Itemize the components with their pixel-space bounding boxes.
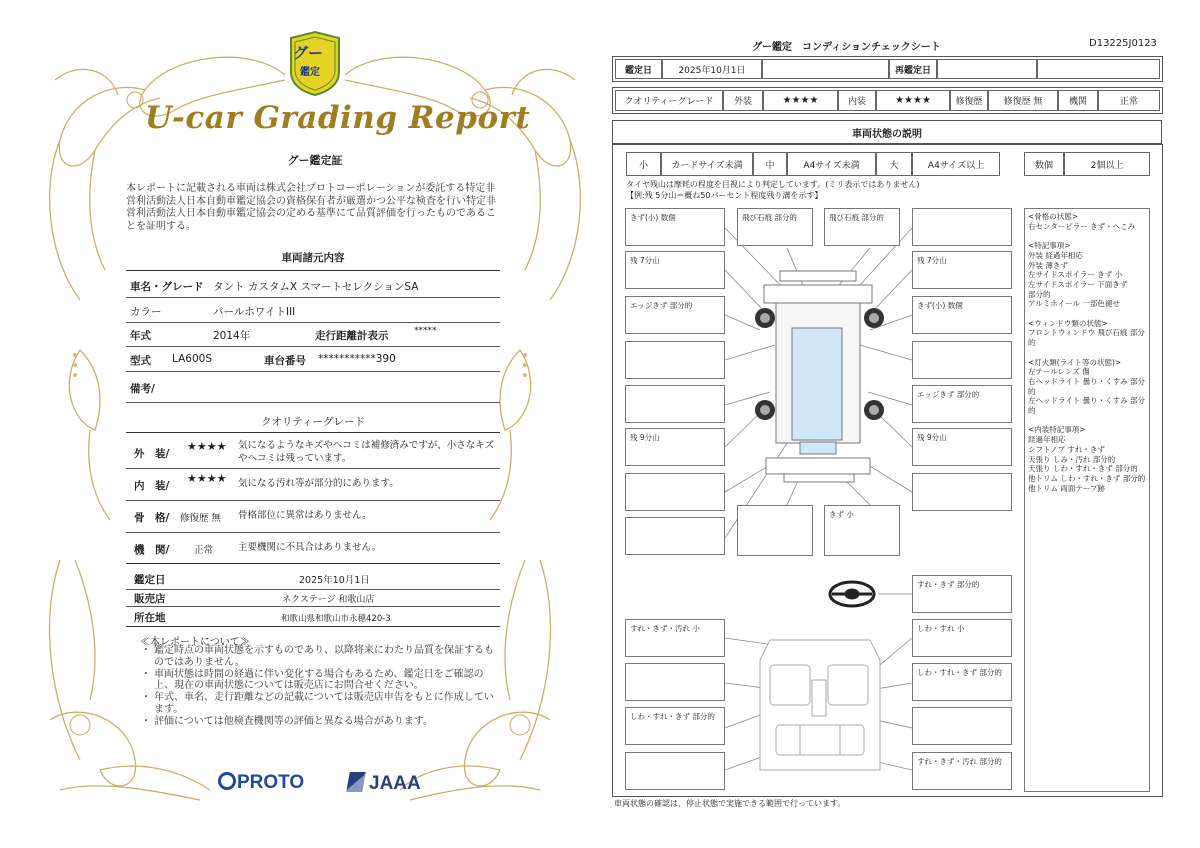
date-value: 2025年10月1日 bbox=[662, 59, 762, 79]
condition-box: きず 小 bbox=[824, 505, 900, 556]
frame-description: 骨格部位に異常はありません。 bbox=[238, 510, 372, 521]
notes-group-title: <ウィンドウ類の状態> bbox=[1028, 318, 1108, 328]
count-value: 2個以上 bbox=[1064, 152, 1150, 176]
exterior-label: 外装 bbox=[723, 90, 763, 111]
interior-condition-box: すれ・きず・汚れ 小 bbox=[625, 619, 725, 657]
about-item: ・ 鑑定時点の車両状態を示すものであり、以降将来にわたり品質を保証するものではありません。 bbox=[144, 645, 496, 669]
notes-line: 他トリム しわ・すれ・きず 部分的 bbox=[1028, 473, 1146, 483]
interior-condition-box: すれ・きず・汚れ 部分的 bbox=[912, 752, 1012, 790]
model-value: LA600S bbox=[172, 353, 212, 365]
jaaa-logo-text: JAAA bbox=[369, 773, 421, 794]
car-interior-icon bbox=[760, 640, 880, 770]
notes-line: 外装 薄きず bbox=[1028, 260, 1068, 270]
condition-box: エッジきず 部分的 bbox=[912, 385, 1012, 423]
notes-line: 部分的 bbox=[1028, 289, 1051, 299]
notes-line: 天張り しみ・汚れ 部分的 bbox=[1028, 454, 1116, 464]
condition-box bbox=[625, 341, 725, 379]
about-item: ・ 車両状態は時間の経過に伴い変化する場合もあるため、鑑定日をご確認の上、現在の車両状態については販売店にお問合せください。 bbox=[144, 669, 496, 693]
chassis-label: 車台番号 bbox=[264, 355, 306, 367]
color-label: カラー bbox=[130, 306, 162, 318]
size-medium-value: A4サイズ未満 bbox=[787, 152, 876, 176]
date-label: 鑑定日 bbox=[615, 59, 662, 79]
quality-heading: クオリティーグレード bbox=[261, 416, 365, 428]
remarks-label: 備考/ bbox=[130, 383, 155, 395]
interior-description: 気になる汚れ等が部分的にあります。 bbox=[238, 478, 399, 489]
condition-box: きず(小) 数個 bbox=[625, 208, 725, 246]
interior-condition-box: しわ・すれ 小 bbox=[912, 619, 1012, 657]
interior-condition-box bbox=[625, 663, 725, 701]
notes-group-title: <内装特記事項> bbox=[1028, 425, 1086, 435]
interior-label: 内装 bbox=[838, 90, 876, 111]
condition-box bbox=[625, 517, 725, 555]
engine-label: 機 関/ bbox=[134, 544, 170, 556]
badge-line2: 鑑定 bbox=[300, 67, 320, 78]
report-title: U-car Grading Report bbox=[145, 100, 531, 136]
notes-line: 外装 経過年相応 bbox=[1028, 250, 1083, 260]
proto-logo-text: PROTO bbox=[237, 772, 305, 793]
notes-group-title: <骨格の状態> bbox=[1028, 212, 1079, 221]
condition-box: 残 9分山 bbox=[912, 428, 1012, 466]
condition-box: 残 7分山 bbox=[912, 251, 1012, 289]
condition-box: 飛び石痕 部分的 bbox=[824, 208, 900, 246]
notes-group bbox=[1028, 241, 1146, 309]
interior-label: 内 装/ bbox=[134, 480, 170, 492]
condition-box: エッジきず 部分的 bbox=[625, 296, 725, 334]
condition-box bbox=[912, 341, 1012, 379]
notes-line: シフトノブ すれ・きず bbox=[1028, 444, 1105, 454]
quality-grade-label: クオリティーグレード bbox=[615, 90, 723, 111]
condition-box: きず(小) 数個 bbox=[912, 296, 1012, 334]
notes-group bbox=[1028, 425, 1146, 493]
notes-line: 他トリム 両面テープ跡 bbox=[1028, 483, 1106, 493]
certificate-title: グー鑑定証 bbox=[287, 154, 343, 167]
notes-line: 右センターピラー きず・へこみ bbox=[1028, 221, 1136, 231]
interior-condition-box: しわ・すれ・きず 部分的 bbox=[912, 663, 1012, 701]
size-medium-label: 中 bbox=[753, 152, 787, 176]
mileage-label: 走行距離計表示 bbox=[315, 330, 389, 342]
frame-label: 骨 格/ bbox=[134, 512, 170, 524]
shop-value: ネクステージ 和歌山店 bbox=[282, 595, 375, 605]
color-value: パールホワイトIII bbox=[213, 306, 296, 318]
notes-group bbox=[1028, 319, 1146, 348]
engine-value: 正常 bbox=[1098, 90, 1160, 111]
condition-box: 飛び石痕 部分的 bbox=[737, 208, 813, 246]
car-name-value: タント カスタムX スマートセレクションSA bbox=[213, 281, 419, 293]
size-small-value: カードサイズ未満 bbox=[661, 152, 753, 176]
condition-box bbox=[625, 385, 725, 423]
condition-box bbox=[737, 505, 813, 556]
notes-line: 左ヘッドライト 曇り・くすみ 部分的 bbox=[1028, 396, 1146, 416]
interior-stars: ★★★★ bbox=[187, 472, 227, 485]
notes-line: フロントウィンドウ 飛び石痕 部分的 bbox=[1028, 328, 1145, 348]
car-name-label: 車名・グレード bbox=[130, 281, 204, 293]
interior-condition-box bbox=[912, 707, 1012, 745]
address-value: 和歌山県和歌山市永穂420-3 bbox=[281, 614, 391, 624]
condition-box: 残 9分山 bbox=[625, 428, 725, 466]
notes-line: 左サイドスポイラー 下面きず bbox=[1028, 279, 1128, 289]
footer-note: 車両状態の確認は、停止状態で実施できる範囲で行っています。 bbox=[614, 799, 846, 808]
notes-group bbox=[1028, 358, 1146, 416]
notes-line: 左テールレンズ 傷 bbox=[1028, 367, 1090, 377]
about-item: ・ 年式、車名、走行距離などの記載については販売店申告をもとに作成しています。 bbox=[144, 692, 496, 716]
repair-value: 修復歴 無 bbox=[988, 90, 1058, 111]
notes-line: 右ヘッドライト 曇り・くすみ 部分的 bbox=[1028, 376, 1146, 396]
address-label: 所在地 bbox=[134, 612, 166, 624]
shop-label: 販売店 bbox=[134, 593, 166, 605]
about-report-title: ≪本レポートについて≫ bbox=[140, 637, 250, 648]
condition-box bbox=[912, 208, 1012, 246]
specs-heading: 車両諸元内容 bbox=[281, 252, 345, 264]
year-label: 年式 bbox=[130, 330, 151, 342]
size-large-label: 大 bbox=[876, 152, 912, 176]
size-small-label: 小 bbox=[626, 152, 661, 176]
certificate-text: 本レポートに記載される車両は株式会社プロトコーポレーションが委託する特定非営利活動法人日本自動車鑑定協会の資格保有者が厳選かつ公平な検査を行い特定非営利活動法人日本自動車鑑定協会の定める基準にて品質評価を行ったものであることを証明する。 bbox=[126, 183, 496, 232]
appraisal-date-value: 2025年10月1日 bbox=[299, 575, 370, 586]
tire-note-line: タイヤ残山は摩耗の程度を目視により判定しています。(ミリ表示ではありません) bbox=[626, 180, 920, 189]
exterior-stars: ★★★★ bbox=[763, 90, 838, 111]
interior-stars: ★★★★ bbox=[876, 90, 950, 111]
notes-group-title: <特記事項> bbox=[1028, 241, 1071, 251]
sheet-id: D13225J0123 bbox=[1089, 38, 1157, 49]
engine-value: 正常 bbox=[194, 545, 214, 556]
year-value: 2014年 bbox=[213, 330, 251, 342]
chassis-value: ***********390 bbox=[318, 353, 396, 365]
engine-description: 主要機関に不具合はありません。 bbox=[238, 542, 382, 553]
size-large-value: A4サイズ以上 bbox=[912, 152, 1000, 176]
notes-line: 経過年相応 bbox=[1028, 435, 1066, 445]
exterior-stars: ★★★★ bbox=[187, 440, 227, 453]
interior-condition-box: しわ・すれ・きず 部分的 bbox=[625, 707, 725, 745]
condition-box bbox=[912, 473, 1012, 511]
badge-line1: グー bbox=[293, 44, 324, 62]
about-item: ・ 評価については他検査機関等の評価と異なる場合があります。 bbox=[144, 716, 496, 728]
condition-box: 残 7分山 bbox=[625, 251, 725, 289]
notes-line: 天張り しわ・すれ・きず 部分的 bbox=[1028, 464, 1138, 474]
exterior-label: 外 装/ bbox=[134, 448, 170, 460]
car-top-view-icon bbox=[764, 271, 872, 482]
repair-label: 修復歴 bbox=[950, 90, 988, 111]
reappraisal-label: 再鑑定日 bbox=[889, 59, 937, 79]
steering-wheel-icon bbox=[830, 582, 874, 606]
exterior-description: 気になるようなキズやヘコミは補修済みですが、小さなキズやヘコミは残っています。 bbox=[238, 440, 495, 464]
condition-box bbox=[625, 473, 725, 511]
notes-group bbox=[1028, 212, 1146, 231]
interior-condition-box: すれ・きず 部分的 bbox=[912, 575, 1012, 613]
appraisal-date-label: 鑑定日 bbox=[134, 574, 166, 586]
tire-note-line: 【例:残 5分山＝概ね50パーセント程度残り溝を示す】 bbox=[626, 190, 823, 200]
mileage-value: ***** bbox=[414, 326, 437, 336]
condition-section-title: 車両状態の説明 bbox=[612, 120, 1162, 144]
interior-condition-box bbox=[625, 752, 725, 790]
frame-value: 修復歴 無 bbox=[180, 513, 222, 524]
engine-label: 機関 bbox=[1058, 90, 1098, 111]
model-label: 型式 bbox=[130, 355, 151, 367]
notes-group-title: <灯火類(ライト等の状態)> bbox=[1028, 357, 1122, 367]
sheet-title: グー鑑定 コンディションチェックシート bbox=[752, 42, 941, 53]
notes-line: アルミホイール 一部色褪せ bbox=[1028, 299, 1120, 309]
condition-notes bbox=[1024, 208, 1150, 792]
notes-line: 左サイドスポイラー きず 小 bbox=[1028, 270, 1123, 280]
count-label: 数個 bbox=[1024, 152, 1064, 176]
